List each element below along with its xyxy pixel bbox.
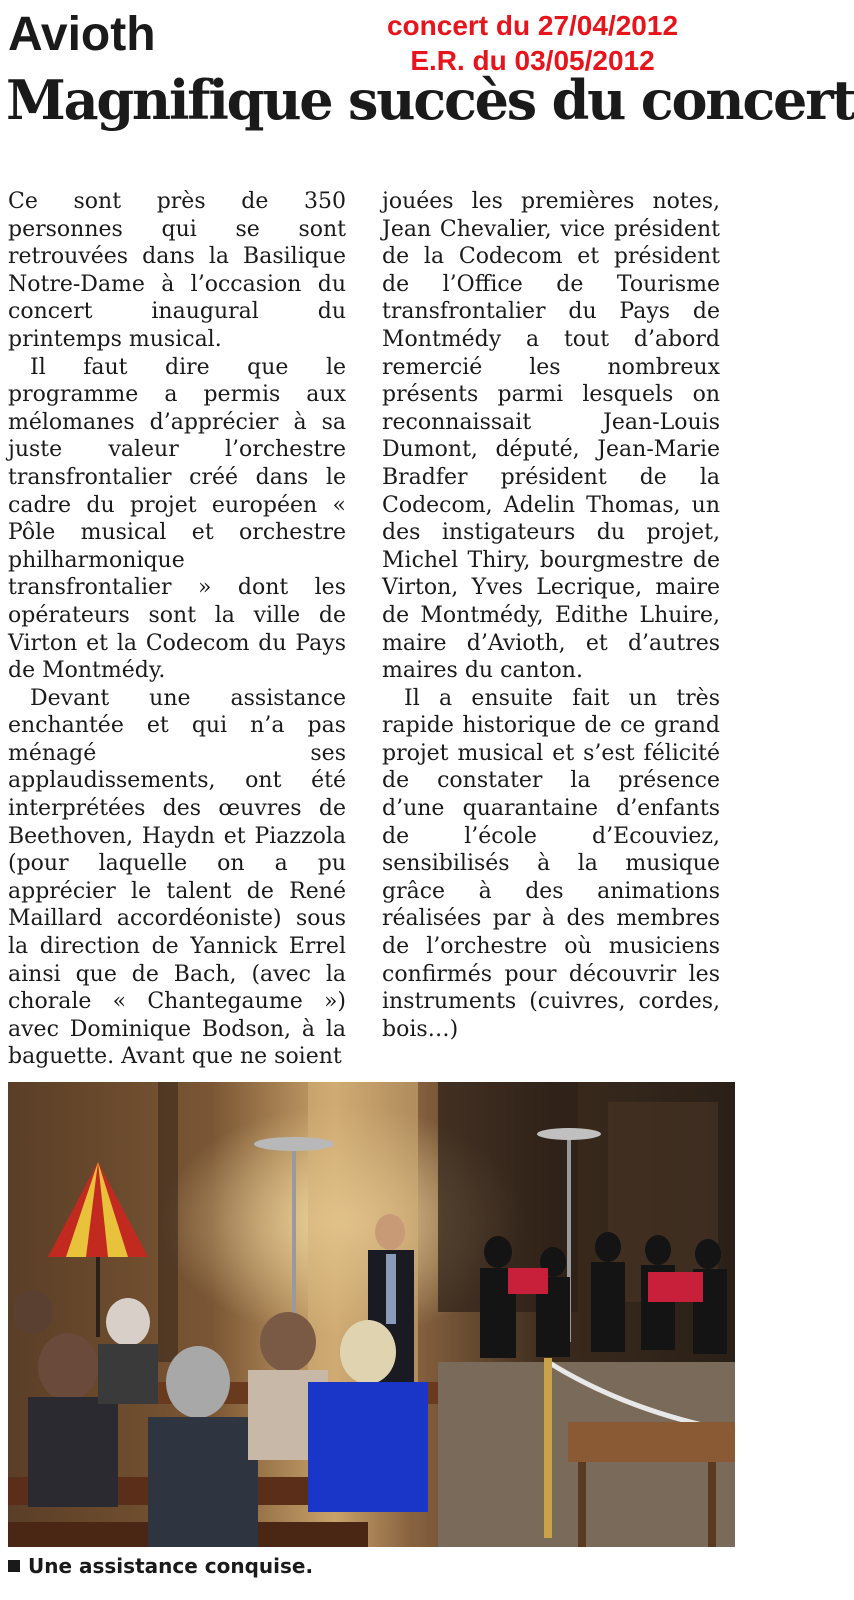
caption-text: Une assistance conquise.: [28, 1554, 314, 1578]
caption-square-icon: [8, 1560, 20, 1572]
paragraph: Ce sont près de 350 personnes qui se sont retrouvées dans la Basilique Notre-Dame à l’occasion du concert inaugural du printemps musical.: [8, 189, 346, 352]
stamp-line-publication-date: E.R. du 03/05/2012: [410, 45, 655, 76]
paragraph: jouées les premières notes, Jean Chevalier, vice président de la Codecom et président de l’Office de Tourisme transfrontalier du Pays de Montmédy a tout d’abord remercié les nombreux présents parmi lesquels on reconnaissait Jean-Louis Dumont, député, Jean-Marie Bradfer président de la Codecom, Adelin Thomas, un des instigateurs du projet, Michel Thiry, bourgmestre de Virton, Yves Lecrique, maire de Montmédy, Edithe Lhuire, maire d’Avioth, et d’autres maires du canton.: [382, 189, 720, 684]
concert-photo: [8, 1082, 735, 1547]
article-column-right: [382, 188, 720, 1043]
headline: Magnifique succès du concert: [6, 68, 854, 132]
paragraph: Il a ensuite fait un très rapide historique de ce grand projet musical et s’est félicité de constater la présence d’une quarantaine d’enfants de l’école d’Ecouviez, sensibilisés à la musique grâce à des animations réalisées par à des membres de l’orchestre où musiciens confirmés pour découvrir les instruments (cuivres, cordes, bois…): [382, 685, 720, 1042]
article-column-left: [8, 188, 346, 1071]
paragraph: Devant une assistance enchantée et qui n’a pas ménagé ses applaudissements, ont été interprétées des œuvres de Beethoven, Haydn et Piazzola (pour laquelle on a pu apprécier le talent de René Maillard accordéoniste) sous la direction de Yannick Errel ainsi que de Bach, (avec la chorale « Chantegaume ») avec Dominique Bodson, à la baguette. Avant que ne soient: [8, 685, 346, 1070]
kicker: Avioth: [8, 8, 156, 61]
photo-caption: [8, 1553, 313, 1579]
paragraph: Il faut dire que le programme a permis aux mélomanes d’apprécier à sa juste valeur l’orchestre transfrontalier créé dans le cadre du projet européen « Pôle musical et orchestre philharmonique transfrontalier » dont les opérateurs sont la ville de Virton et la Codecom du Pays de Montmédy.: [8, 354, 346, 684]
stamp-line-concert-date: concert du 27/04/2012: [386, 10, 679, 41]
